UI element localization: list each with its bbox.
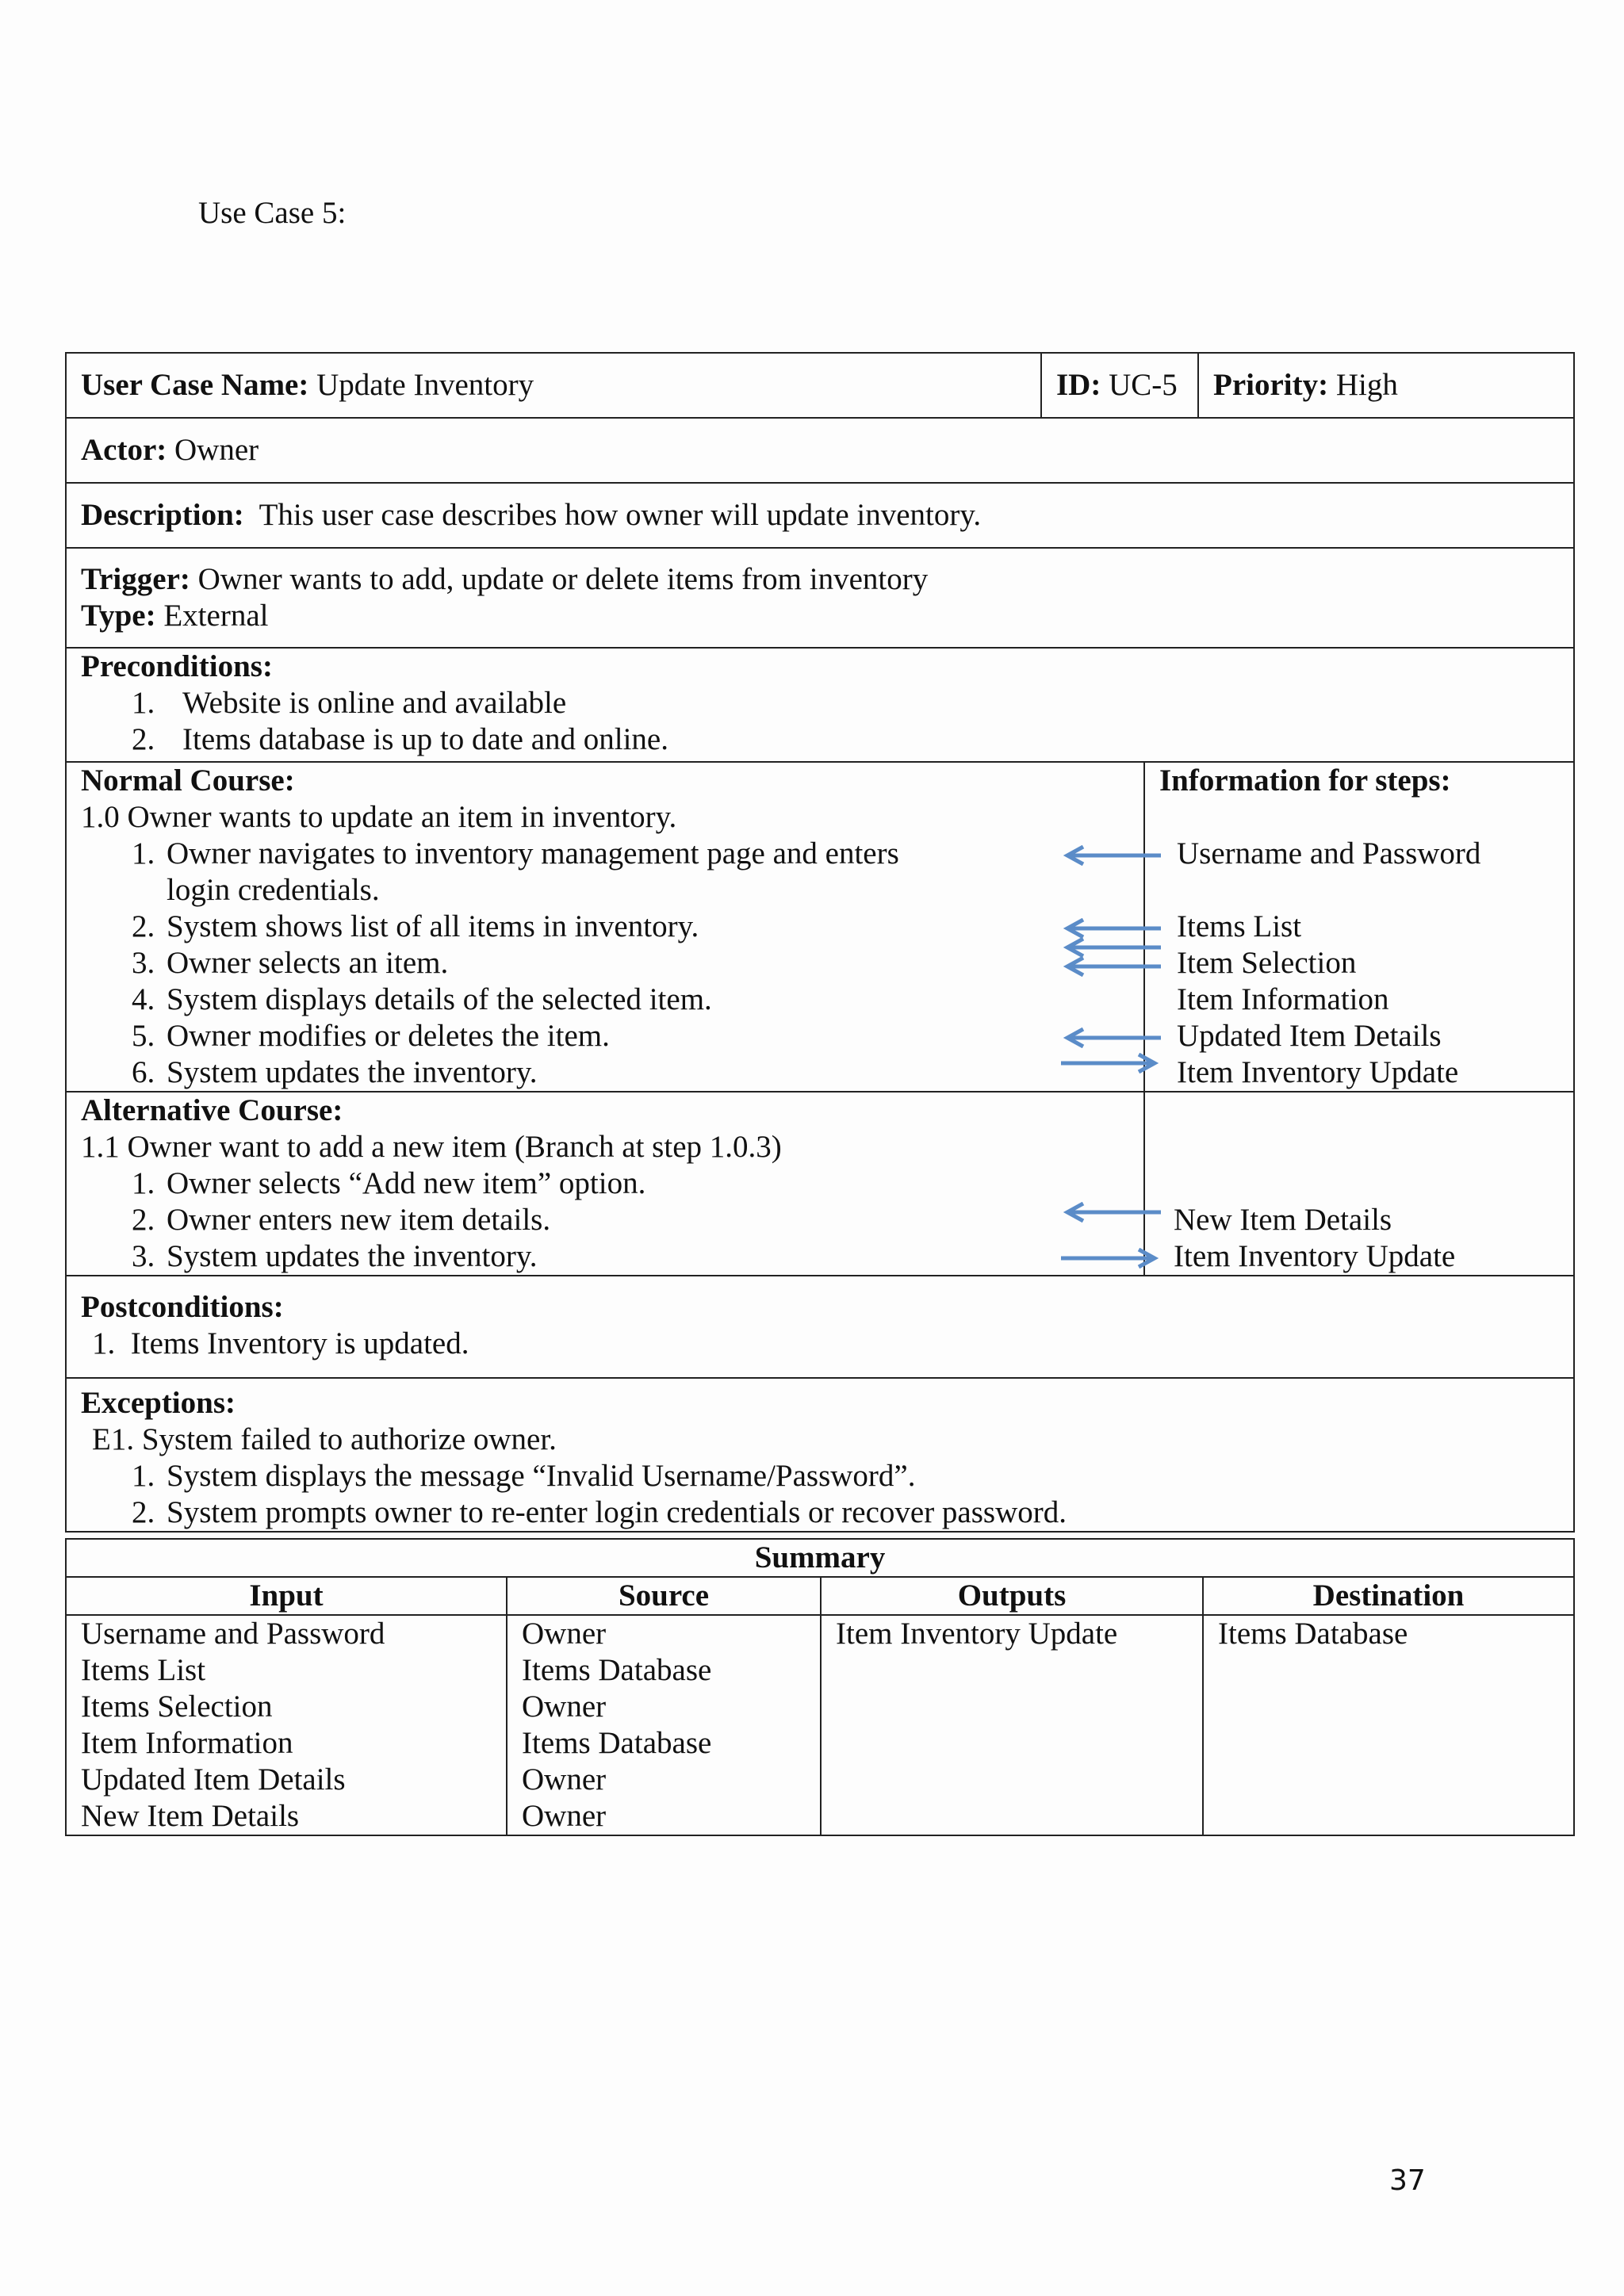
info-item: Item Inventory Update — [1174, 1239, 1456, 1273]
alternative-step: 1. Owner selects “Add new item” option. — [132, 1166, 646, 1200]
preconditions-label: Preconditions: — [81, 649, 273, 683]
normal-course-lead: 1.0 Owner wants to update an item in inventory. — [81, 800, 677, 834]
alternative-step: 2. Owner enters new item details. — [132, 1203, 551, 1237]
left-arrow-icon — [1059, 937, 1162, 958]
summary-header-source: Source — [507, 1577, 821, 1615]
summary-header-destination: Destination — [1203, 1577, 1574, 1615]
normal-step: 2. System shows list of all items in inventory. — [132, 909, 699, 943]
normal-step: 5. Owner modifies or deletes the item. — [132, 1019, 610, 1053]
information-for-steps-label: Information for steps: — [1159, 763, 1451, 798]
exceptions-label: Exceptions: — [81, 1386, 236, 1420]
priority-cell — [1198, 353, 1574, 418]
description-value: This user case describes how owner will update inventory. — [259, 498, 982, 532]
page-number: 37 — [1389, 2164, 1426, 2197]
trigger-cell — [66, 548, 1574, 648]
precondition-item: 1. Website is online and available — [132, 686, 567, 720]
precondition-item: 2. Items database is up to date and online. — [132, 722, 668, 756]
summary-source: Owner — [522, 1689, 607, 1724]
postcondition-item: 1. Items Inventory is updated. — [92, 1326, 469, 1360]
left-arrow-icon — [1059, 956, 1162, 977]
summary-input: Item Information — [81, 1726, 293, 1760]
normal-step: 3. Owner selects an item. — [132, 946, 449, 980]
actor-value: Owner — [174, 433, 259, 467]
summary-outputs-cell — [821, 1615, 1203, 1835]
summary-source: Owner — [522, 1799, 607, 1833]
information-for-steps-cell — [1144, 762, 1574, 1092]
summary-sources-cell — [507, 1615, 821, 1835]
summary-input: Items Selection — [81, 1689, 273, 1724]
normal-step: 4. System displays details of the selected item. — [132, 982, 712, 1016]
exception-lead: E1. System failed to authorize owner. — [92, 1422, 557, 1456]
summary-header-input: Input — [66, 1577, 507, 1615]
summary-source: Items Database — [522, 1726, 712, 1760]
use-case-name-cell — [66, 353, 1041, 418]
postconditions-cell — [66, 1276, 1574, 1378]
info-item: Items List — [1177, 909, 1302, 943]
description-label: Description: — [81, 498, 244, 532]
use-case-table — [65, 352, 1575, 1533]
right-arrow-icon — [1059, 1053, 1162, 1073]
postconditions-label: Postconditions: — [81, 1290, 284, 1324]
actor-label: Actor: — [81, 433, 167, 467]
info-item: Item Selection — [1177, 946, 1357, 980]
alternative-course-lead: 1.1 Owner want to add a new item (Branch at step 1.0.3) — [81, 1130, 782, 1164]
info-item: Item Inventory Update — [1177, 1055, 1459, 1089]
normal-course-label: Normal Course: — [81, 763, 295, 798]
left-arrow-icon — [1059, 1027, 1162, 1048]
summary-destinations-cell — [1203, 1615, 1574, 1835]
summary-title: Summary — [66, 1539, 1574, 1577]
summary-header-outputs: Outputs — [821, 1577, 1203, 1615]
type-label: Type: — [81, 599, 156, 633]
summary-input: Updated Item Details — [81, 1762, 346, 1797]
id-label: ID: — [1056, 368, 1101, 402]
id-cell — [1041, 353, 1198, 418]
info-item: Username and Password — [1177, 836, 1481, 871]
use-case-name-label: User Case Name: — [81, 368, 309, 402]
left-arrow-icon — [1059, 1202, 1162, 1223]
trigger-value: Owner wants to add, update or delete items from inventory — [197, 562, 929, 596]
alternative-course-label: Alternative Course: — [81, 1093, 343, 1127]
normal-step: 1. Owner navigates to inventory management page and enters login credentials. — [132, 836, 899, 907]
summary-output: Item Inventory Update — [836, 1617, 1118, 1651]
summary-source: Owner — [522, 1617, 607, 1651]
summary-inputs-cell — [66, 1615, 507, 1835]
alternative-step: 3. System updates the inventory. — [132, 1239, 538, 1273]
preconditions-cell — [66, 648, 1574, 762]
info-item: Updated Item Details — [1177, 1019, 1442, 1053]
alternative-info-cell — [1144, 1092, 1574, 1276]
trigger-label: Trigger: — [81, 562, 190, 596]
type-value: External — [163, 599, 269, 633]
summary-input: New Item Details — [81, 1799, 300, 1833]
info-item: New Item Details — [1174, 1203, 1392, 1237]
actor-cell — [66, 418, 1574, 483]
alternative-course-cell — [66, 1092, 1144, 1276]
description-cell — [66, 483, 1574, 548]
use-case-heading: Use Case 5: — [198, 196, 347, 230]
exception-item: 2. System prompts owner to re-enter login credentials or recover password. — [132, 1495, 1067, 1529]
exception-item: 1. System displays the message “Invalid Username/Password”. — [132, 1459, 916, 1493]
info-item: Item Information — [1177, 982, 1389, 1016]
normal-course-cell — [66, 762, 1144, 1092]
priority-label: Priority: — [1213, 368, 1329, 402]
summary-table — [65, 1538, 1575, 1836]
summary-destination: Items Database — [1218, 1617, 1408, 1651]
use-case-name-value: Update Inventory — [316, 368, 534, 402]
summary-source: Items Database — [522, 1653, 712, 1687]
priority-value: High — [1335, 368, 1398, 402]
id-value: UC-5 — [1109, 368, 1178, 402]
summary-source: Owner — [522, 1762, 607, 1797]
summary-input: Username and Password — [81, 1617, 385, 1651]
summary-input: Items List — [81, 1653, 206, 1687]
left-arrow-icon — [1059, 918, 1162, 939]
exceptions-cell — [66, 1378, 1574, 1532]
right-arrow-icon — [1059, 1248, 1162, 1269]
normal-step: 6. System updates the inventory. — [132, 1055, 538, 1089]
left-arrow-icon — [1059, 845, 1162, 866]
